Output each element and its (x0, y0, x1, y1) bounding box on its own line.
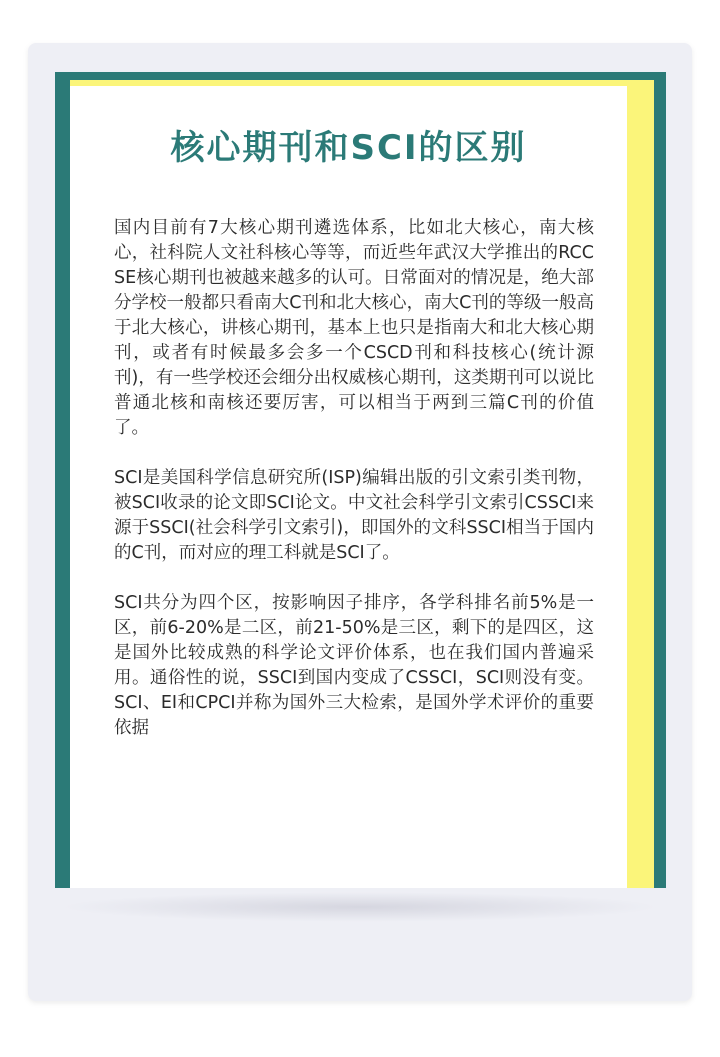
article-title: 核心期刊和SCI的区别 (170, 128, 527, 168)
bottom-shadow (60, 892, 660, 922)
content-panel (70, 86, 627, 888)
article-body (114, 216, 594, 766)
paragraph-core-journals: 国内目前有7大核心期刊遴选体系，比如北大核心，南大核心，社科院人文社科核心等等，而近些年武汉大学推出的RCCSE核心期刊也被越来越多的认可。日常面对的情况是，绝大部分学校一般都只看南大C刊和北大核心，南大C刊的等级一般高于北大核心，讲核心期刊，基本上也只是指南大和北大核心期刊，或者有时候最多会多一个CSCD刊和科技核心(统计源刊)，有一些学校还会细分出权威核心期刊，这类期刊可以说比普通北核和南核还要厉害，可以相当于两到三篇C刊的价值了。 (114, 218, 594, 438)
paragraph-sci-definition: SCI是美国科学信息研究所(ISP)编辑出版的引文索引类刊物，被SCI收录的论文即SCI论文。中文社会科学引文索引CSSCI来源于SSCI(社会科学引文索引)，即国外的文科SSCI相当于国内的C刊，而对应的理工科就是SCI了。 (114, 468, 594, 563)
paragraph-sci-zones: SCI共分为四个区，按影响因子排序，各学科排名前5%是一区，前6-20%是二区，前21-50%是三区，剩下的是四区，这是国外比较成熟的科学论文评价体系，也在我们国内普遍采用。通俗性的说，SSCI到国内变成了CSSCI，SCI则没有变。SCI、EI和CPCI并称为国外三大检索，是国外学术评价的重要依据 (114, 593, 594, 738)
